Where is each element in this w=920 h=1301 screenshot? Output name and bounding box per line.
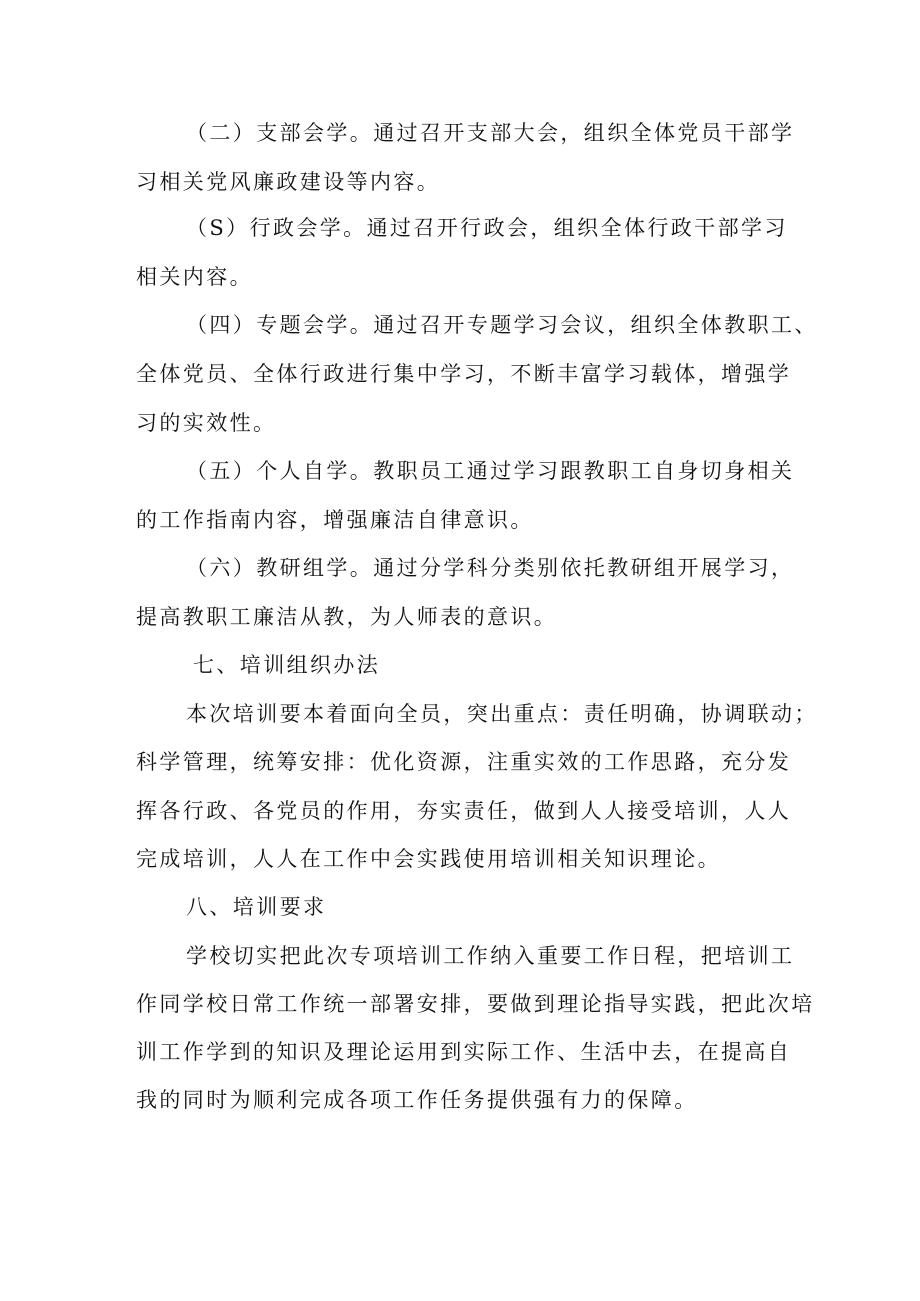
para-requirements-line-2: 作同学校日常工作统一部署安排，要做到理论指导实践，把此次培 (136, 992, 815, 1016)
para-self-study-line-1: （五）个人自学。教职员工通过学习跟教职工自身切身相关 (186, 459, 795, 483)
para-group-study-line-1: （六）教研组学。通过分学科分类别依托教研组开展学习， (186, 556, 795, 580)
para-organization-line-4: 完成培训，人人在工作中会实践使用培训相关知识理论。 (136, 847, 721, 871)
para-group-study-line-2: 提高教职工廉洁从教，为人师表的意识。 (136, 605, 558, 629)
para-requirements-line-3: 训工作学到的知识及理论运用到实际工作、生活中去，在提高自 (136, 1040, 792, 1064)
para-admin-study-line-1: （S）行政会学。通过召开行政会，组织全体行政干部学习 (186, 216, 788, 240)
para-organization-line-3: 挥各行政、各党员的作用，夯实责任，做到人人接受培训，人人 (136, 799, 792, 823)
para-organization-line-2: 科学管理，统筹安排：优化资源，注重实效的工作思路，充分发 (136, 750, 792, 774)
para-topic-study-line-2: 全体党员、全体行政进行集中学习，不断丰富学习载体，增强学 (136, 362, 792, 386)
para-self-study-line-2: 的工作指南内容，增强廉洁自律意识。 (136, 508, 534, 532)
para-branch-study-line-1: （二）支部会学。通过召开支部大会，组织全体党员干部学 (186, 121, 795, 145)
para-admin-study-line-2: 相关内容。 (136, 265, 253, 289)
para-requirements-line-4: 我的同时为顺利完成各项工作任务提供强有力的保障。 (136, 1088, 698, 1112)
para-organization-line-1: 本次培训要本着面向全员，突出重点：责任明确，协调联动； (186, 702, 818, 726)
para-branch-study-line-2: 习相关党风廉政建设等内容。 (136, 170, 441, 194)
section-heading-8: 八、培训要求 (186, 895, 327, 919)
para-topic-study-line-3: 习的实效性。 (136, 411, 277, 435)
section-heading-7: 七、培训组织办法 (193, 653, 381, 677)
para-requirements-line-1: 学校切实把此次专项培训工作纳入重要工作日程，把培训工 (186, 944, 795, 968)
para-topic-study-line-1: （四）专题会学。通过召开专题学习会议，组织全体教职工、 (186, 313, 818, 337)
